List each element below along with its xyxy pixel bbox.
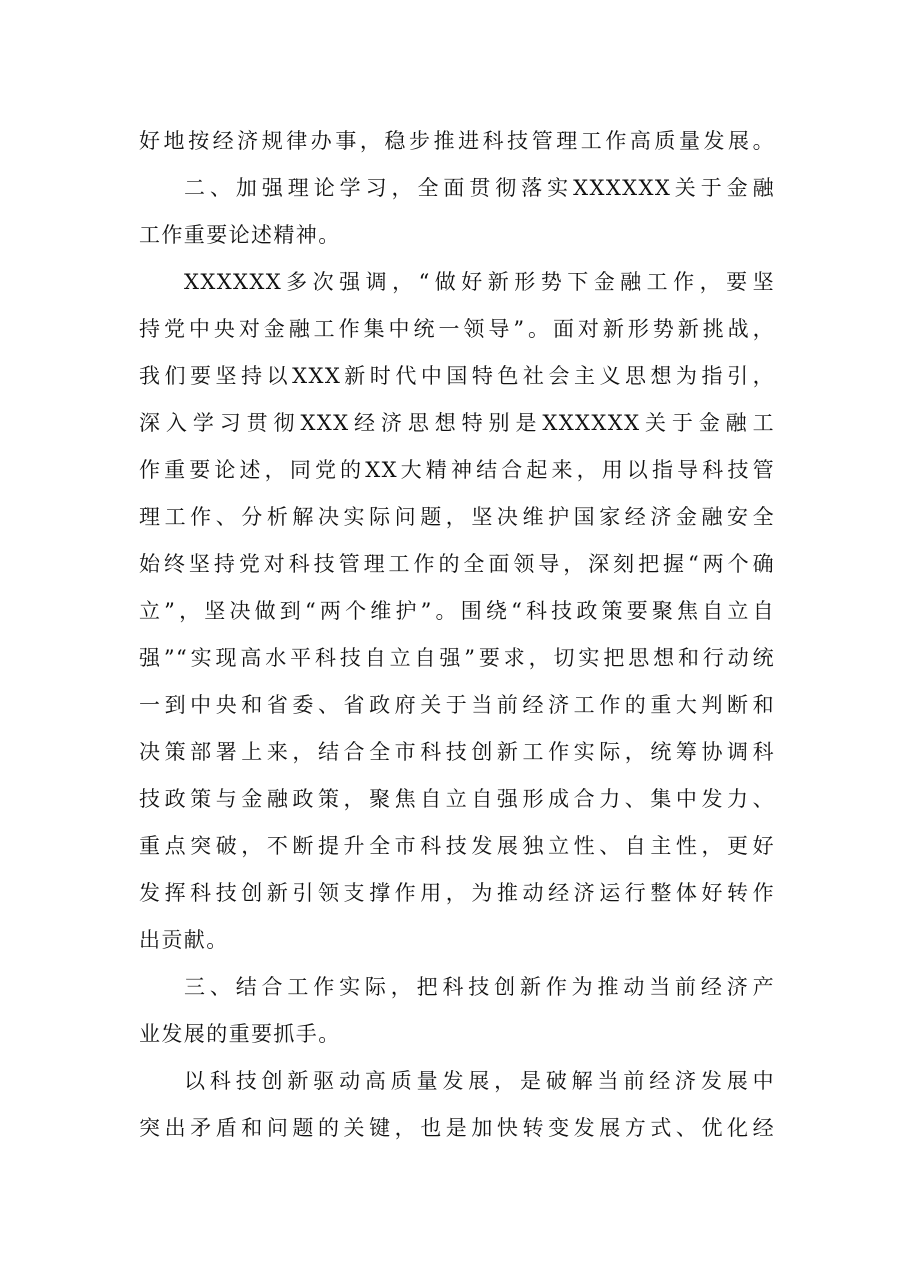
text-line: 好地按经济规律办事，稳步推进科技管理工作高质量发展。	[139, 129, 775, 153]
section-heading-2-cont: 工作重要论述精神。	[139, 223, 341, 247]
text-line: 发挥科技创新引领支撑作用，为推动经济运行整体好转作	[139, 881, 775, 905]
paragraph-end: 出贡献。	[139, 928, 229, 952]
text-line: 始终坚持党对科技管理工作的全面领导，深刻把握“两个确	[139, 552, 775, 576]
text-line: 一到中央和省委、省政府关于当前经济工作的重大判断和	[139, 693, 775, 717]
paragraph-start: 以科技创新驱动高质量发展，是破解当前经济发展中	[184, 1069, 775, 1093]
text-line: 作重要论述，同党的XX大精神结合起来，用以指导科技管	[139, 458, 775, 482]
text-line: 深入学习贯彻XXX经济思想特别是XXXXXX关于金融工	[139, 411, 775, 435]
text-line: 强”“实现高水平科技自立自强”要求，切实把思想和行动统	[139, 646, 775, 670]
text-line: 技政策与金融政策，聚焦自立自强形成合力、集中发力、	[139, 787, 775, 811]
text-line: 理工作、分析解决实际问题，坚决维护国家经济金融安全	[139, 505, 775, 529]
text-line: 立”，坚决做到“两个维护”。围绕“科技政策要聚焦自立自	[139, 599, 775, 623]
section-heading-3: 三、结合工作实际，把科技创新作为推动当前经济产	[184, 975, 775, 999]
text-line: 我们要坚持以XXX新时代中国特色社会主义思想为指引，	[139, 364, 775, 388]
section-heading-3-cont: 业发展的重要抓手。	[139, 1022, 341, 1046]
text-line: 突出矛盾和问题的关键，也是加快转变发展方式、优化经	[139, 1116, 775, 1140]
document-body	[139, 118, 775, 1152]
paragraph-start: XXXXXX多次强调，“做好新形势下金融工作，要坚	[184, 270, 775, 294]
section-heading-2: 二、加强理论学习，全面贯彻落实XXXXXX关于金融	[184, 176, 775, 200]
text-line: 重点突破，不断提升全市科技发展独立性、自主性，更好	[139, 834, 775, 858]
text-line: 决策部署上来，结合全市科技创新工作实际，统筹协调科	[139, 740, 775, 764]
text-line: 持党中央对金融工作集中统一领导”。面对新形势新挑战，	[139, 317, 775, 341]
